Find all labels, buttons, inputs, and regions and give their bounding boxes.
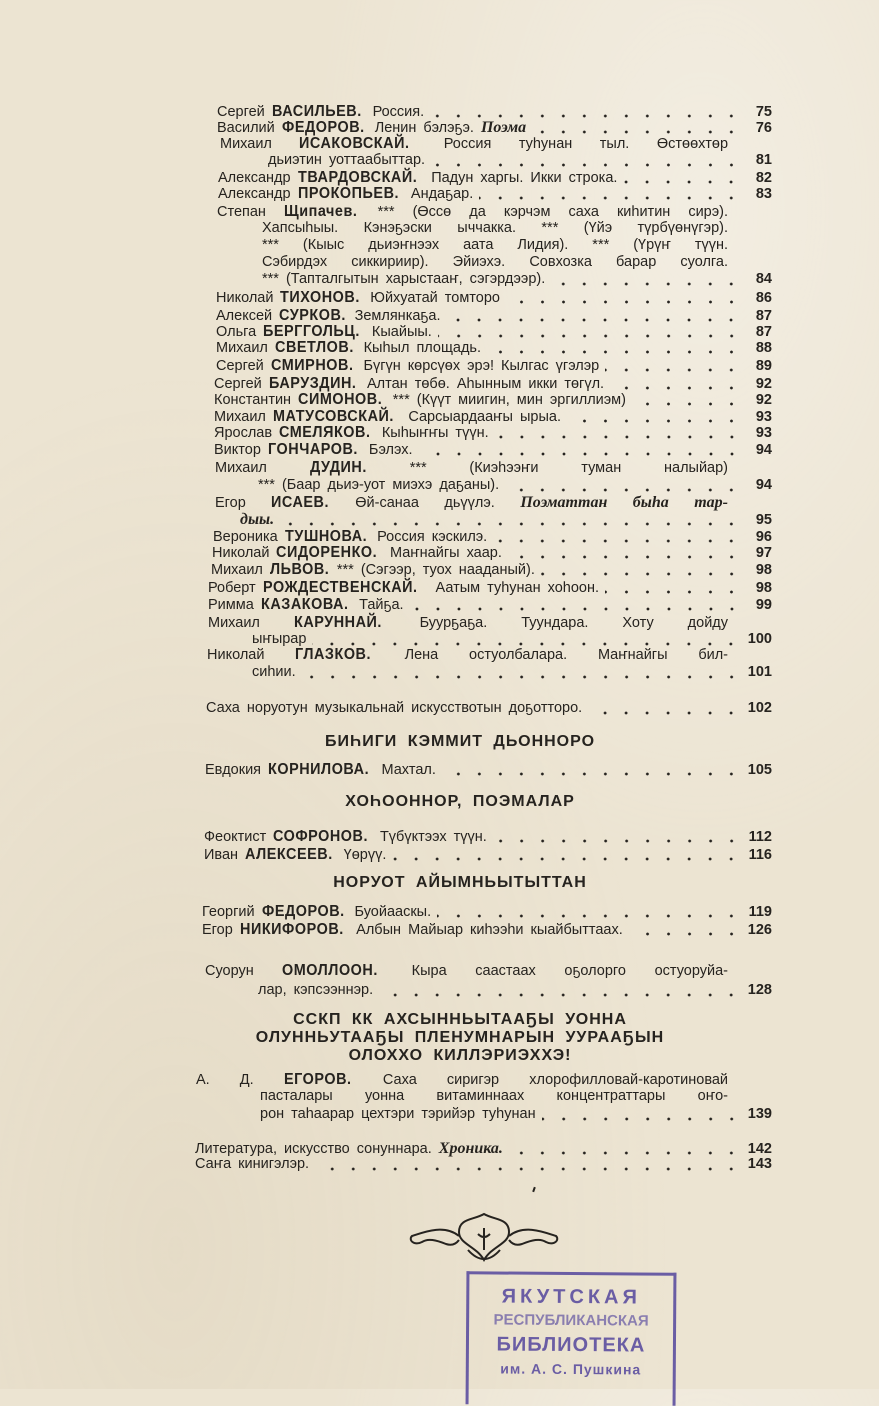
author-surname: ГОНЧАРОВ. — [267, 441, 358, 458]
work-title: Кыһыҥҥы түүн. — [381, 425, 489, 441]
author-first-name: Евдокия — [205, 762, 262, 778]
entry-text — [240, 511, 274, 529]
work-title: Саха сиригэр хлорофилловай-каротиновай — [382, 1072, 729, 1088]
author-first-name: Ярослав — [214, 425, 273, 441]
toc-entry-continuation[interactable] — [262, 254, 728, 271]
entry-text — [262, 237, 728, 254]
dot-leader — [438, 334, 742, 338]
entry-text — [204, 828, 487, 846]
work-title: Кыра саастаах оҕолорго остуоруйа- — [411, 963, 728, 979]
toc-entry[interactable] — [205, 761, 772, 779]
work-title: Литература, искусство сонуннара. — [195, 1141, 432, 1157]
author-surname: СМИРНОВ. — [270, 357, 354, 374]
toc-entry[interactable] — [208, 579, 772, 597]
toc-entry[interactable] — [216, 339, 772, 357]
entry-text — [214, 391, 626, 409]
work-title-continued: Хапсыһыы. Кэнэҕэски ыччакка. *** (Үйэ түрбүөнүгэр). — [262, 220, 728, 236]
author-first-name: Виктор — [214, 442, 261, 458]
author-surname: МАТУСОВСКАЙ. — [272, 408, 394, 425]
toc-entry[interactable] — [196, 1071, 728, 1089]
author-first-name: Константин — [214, 392, 292, 408]
work-title: Падун харгы. Икки строка. — [431, 170, 618, 186]
entry-text — [218, 185, 473, 203]
entry-text — [208, 579, 599, 597]
author-surname: ЛЬВОВ. — [269, 561, 330, 578]
dot-leader — [495, 435, 742, 439]
work-title: Лена остуолбалара. Маҥнайгы бил- — [404, 647, 729, 663]
page-number: 86 — [755, 290, 772, 306]
dot-leader — [392, 857, 742, 861]
toc-entry[interactable] — [212, 544, 772, 562]
entry-text — [195, 1156, 309, 1173]
page-number: 143 — [747, 1156, 772, 1172]
author-first-name: Сергей — [214, 376, 262, 392]
author-surname: КОРНИЛОВА. — [268, 761, 370, 778]
toc-entry[interactable] — [207, 646, 728, 664]
author-first-name: Суорун — [205, 963, 254, 979]
toc-entry-continuation[interactable] — [262, 271, 772, 288]
dot-leader — [541, 572, 742, 576]
dot-leader — [312, 642, 741, 646]
dot-leader — [431, 163, 742, 167]
section-heading: ОЛОХХО КИЛЛЭРИЭХХЭ! — [348, 1047, 572, 1064]
toc-entry[interactable] — [215, 494, 728, 512]
toc-entry[interactable] — [202, 903, 772, 921]
page-number: 84 — [755, 271, 772, 287]
author-first-name: Георгий — [202, 904, 255, 920]
work-title: Бүгүн көрсүөх эрэ! Кылгас үгэлэр — [363, 358, 600, 374]
author-first-name: Николай — [216, 290, 274, 306]
stamp-line: ЯКУТСКАЯ — [501, 1285, 641, 1309]
dot-leader — [315, 1167, 742, 1171]
dot-leader — [410, 607, 742, 611]
dot-leader — [493, 839, 742, 843]
page-number: 87 — [755, 308, 772, 324]
dot-leader — [605, 368, 742, 372]
page-number: 101 — [747, 664, 772, 680]
work-title: Ленин бэлэҕэ. — [374, 120, 474, 136]
page-number: 89 — [755, 358, 772, 374]
author-surname: ПРОКОПЬЕВ. — [297, 185, 399, 202]
page-number: 93 — [755, 409, 772, 425]
dot-leader — [437, 914, 742, 918]
author-surname: ГЛАЗКОВ. — [295, 646, 372, 663]
section-heading: ХОҺООННОР, ПОЭМАЛАР — [345, 793, 575, 810]
work-title: Саха норуотун музыкальнай искусствотын доҕотторо. — [206, 700, 583, 716]
toc-entry-continuation[interactable] — [258, 477, 772, 494]
author-first-name: Михаил — [216, 340, 268, 356]
page-number: 102 — [747, 700, 772, 716]
author-surname: ДУДИН. — [309, 459, 367, 476]
page-number: 98 — [755, 562, 772, 578]
entry-text — [262, 254, 728, 271]
page-number: 92 — [755, 392, 772, 408]
author-surname: СИДОРЕНКО. — [276, 544, 378, 561]
page-number: 97 — [755, 545, 772, 561]
author-first-name: Римма — [208, 597, 254, 613]
author-surname: НИКИФОРОВ. — [239, 921, 344, 938]
work-title: Андаҕар. — [410, 186, 474, 202]
work-title-continued: *** (Баар дьиэ-уот миэхэ даҕаны). — [258, 477, 500, 493]
entry-text — [216, 339, 481, 357]
entry-text — [211, 561, 535, 579]
work-title: Буурҕаҕа. Туундара. Хоту дойду — [419, 615, 729, 631]
section-heading: ОЛУННЬУТААҔЫ ПЛЕНУМНАРЫН УУРААҔЫН — [255, 1029, 665, 1046]
dot-leader — [567, 419, 742, 423]
author-first-name: Николай — [207, 647, 265, 663]
dot-leader — [542, 1117, 742, 1121]
author-first-name: Михаил — [208, 615, 260, 631]
author-surname: БАРУЗДИН. — [268, 375, 357, 392]
page-number: 139 — [747, 1106, 772, 1122]
work-title: Буойааскы. — [354, 904, 432, 920]
toc-entry-continuation[interactable] — [260, 1106, 772, 1123]
page-number: 76 — [755, 120, 772, 136]
dot-leader — [506, 300, 742, 304]
dot-leader — [379, 993, 742, 997]
work-title: Маҥнайгы хаар. — [389, 545, 502, 561]
entry-text — [258, 477, 499, 494]
toc-entry[interactable] — [214, 424, 772, 442]
work-title-continued: *** (Кыыс дьиэҥнээх аата Лидия). *** (Үрүҥ түүн. — [262, 237, 728, 253]
dot-leader — [430, 114, 742, 118]
page-number: 99 — [755, 597, 772, 613]
toc-entry[interactable] — [216, 357, 772, 375]
author-first-name: Александр — [218, 186, 291, 202]
work-title: Землянкаҕа. — [354, 308, 441, 324]
work-title: Кыһыл площадь. — [363, 340, 482, 356]
page-number: 96 — [755, 529, 772, 545]
author-surname: ОМОЛЛООН. — [282, 962, 379, 979]
toc-entry[interactable] — [208, 596, 772, 614]
author-surname: БЕРГГОЛЬЦ. — [263, 323, 361, 340]
entry-text — [216, 289, 500, 307]
page-number: 92 — [755, 376, 772, 392]
work-title: Саҥа кинигэлэр. — [195, 1156, 310, 1172]
work-title: Махтал. — [381, 762, 436, 778]
entry-text — [262, 220, 728, 237]
toc-entry[interactable] — [204, 828, 772, 846]
ink-mark — [532, 1187, 536, 1192]
toc-entry-continuation[interactable] — [258, 982, 772, 999]
dot-leader — [493, 539, 742, 543]
author-first-name: Вероника — [213, 529, 278, 545]
dot-leader — [629, 932, 742, 936]
work-title: Түбүктээх түүн. — [379, 829, 487, 845]
library-stamp — [466, 1271, 677, 1405]
toc-entry-continuation[interactable] — [262, 237, 728, 254]
toc-entry[interactable] — [214, 441, 772, 459]
entry-text — [206, 700, 582, 717]
author-surname: СОФРОНОВ. — [273, 828, 369, 845]
author-first-name: Ольга — [216, 324, 257, 340]
page-number: 81 — [755, 152, 772, 168]
page-number: 83 — [755, 186, 772, 202]
dot-leader — [446, 318, 742, 322]
author-surname: ИСАКОВСКАЙ. — [299, 135, 410, 152]
decorative-ornament-icon — [404, 1210, 564, 1270]
page-number: 98 — [755, 580, 772, 596]
author-first-name: Михаил — [215, 460, 267, 476]
page-number: 112 — [748, 829, 772, 845]
toc-entry[interactable] — [205, 962, 728, 980]
author-surname: СМЕЛЯКОВ. — [279, 424, 371, 441]
entry-text — [202, 903, 431, 921]
entry-text — [268, 152, 425, 169]
author-first-name: Михаил — [214, 409, 266, 425]
author-surname: ФЕДОРОВ. — [261, 903, 345, 920]
author-first-name: Иван — [204, 847, 239, 863]
dot-leader — [551, 282, 742, 286]
page-number: 128 — [747, 982, 772, 998]
dot-leader — [532, 130, 742, 134]
toc-entry[interactable] — [218, 185, 772, 203]
page-number: 116 — [748, 847, 772, 863]
dot-leader — [280, 522, 742, 526]
entry-text — [207, 646, 728, 664]
toc-entry[interactable] — [217, 203, 728, 221]
work-title-continued: Сэбирдэх сиккириир). Эйиэхэ. Совхозка барар суолга. — [262, 254, 728, 270]
page-number: 119 — [748, 904, 772, 920]
toc-entry[interactable] — [204, 846, 772, 864]
author-surname: ТУШНОВА. — [284, 528, 367, 545]
work-title-continued: пасталары уонна витаминнаах концентраттары оҥо- — [260, 1088, 728, 1104]
toc-entry[interactable] — [195, 1156, 772, 1173]
stamp-line: БИБЛИОТЕКА — [496, 1333, 646, 1357]
stamp-line: РЕСПУБЛИКАНСКАЯ — [493, 1311, 649, 1330]
work-title-continued: рон таһаарар цехтэри тэрийэр туһунан — [260, 1106, 536, 1122]
toc-entry-continuation[interactable] — [252, 664, 772, 681]
dot-leader — [509, 1151, 742, 1155]
work-title: Россия туһунан тыл. Өстөөхтөр — [443, 136, 729, 152]
dot-leader — [508, 555, 742, 559]
entry-text — [260, 1106, 536, 1123]
toc-entry[interactable] — [211, 561, 772, 579]
author-surname: ФЕДОРОВ. — [281, 119, 365, 136]
page-number: 88 — [755, 340, 772, 356]
work-title-continued: лар, кэпсээннэр. — [258, 982, 374, 998]
dot-leader — [505, 488, 742, 492]
entry-text — [258, 982, 373, 999]
author-surname: ВАСИЛЬЕВ. — [271, 103, 362, 120]
toc-entry[interactable] — [202, 921, 772, 939]
author-first-name: Николай — [212, 545, 270, 561]
entry-text — [262, 271, 545, 288]
work-title-continued: сиһии. — [252, 664, 296, 680]
author-surname: ТВАРДОВСКАЙ. — [297, 169, 417, 186]
author-first-name: Егор — [215, 495, 246, 511]
entry-text — [215, 494, 728, 512]
work-title: Россия. — [372, 104, 425, 120]
work-title: Тайҕа. — [359, 597, 404, 613]
dot-leader — [442, 772, 742, 776]
stamp-line: им. А. С. Пушкина — [500, 1360, 642, 1378]
work-title: Бэлэх. — [368, 442, 413, 458]
toc-entry[interactable] — [216, 289, 772, 307]
entry-text — [205, 761, 436, 779]
entry-text — [215, 459, 728, 477]
page-number: 82 — [755, 170, 772, 186]
toc-entry[interactable] — [220, 135, 728, 153]
author-first-name: Феоктист — [204, 829, 267, 845]
entry-text — [202, 921, 623, 939]
entry-text — [208, 614, 728, 632]
entry-text — [214, 441, 413, 459]
author-surname: ИСАЕВ. — [271, 494, 330, 511]
page-number: 93 — [755, 425, 772, 441]
work-title: *** (Күүт миигин, мин эргиллиэм) — [392, 392, 626, 408]
work-subtitle: Хроника. — [438, 1140, 503, 1157]
work-title: Россия кэскилэ. — [377, 529, 488, 545]
author-first-name: Михаил — [211, 562, 263, 578]
work-title-continued: дыы. — [240, 511, 275, 528]
author-first-name: А. Д. — [196, 1072, 254, 1088]
entry-text — [208, 596, 404, 614]
dot-leader — [588, 711, 742, 715]
page-number: 94 — [755, 477, 772, 493]
entry-text — [217, 203, 728, 221]
work-title-continued: *** (Тапталгытын харыстааҥ, сэгэрдээр). — [262, 271, 546, 287]
author-first-name: Егор — [202, 922, 233, 938]
dot-leader — [487, 350, 742, 354]
entry-text — [214, 424, 489, 442]
dot-leader — [479, 196, 742, 200]
work-title-continued: дьиэтин уоттаабыттар. — [268, 152, 426, 168]
entry-text — [216, 357, 599, 375]
author-first-name: Александр — [218, 170, 291, 186]
author-first-name: Алексей — [216, 308, 273, 324]
author-first-name: Сергей — [216, 358, 264, 374]
section-heading: ССКП КК АХСЫННЬЫТААҔЫ УОННА — [293, 1011, 627, 1028]
page-number: 87 — [755, 324, 772, 340]
work-title: *** (Өссө да кэрчэм саха киһитин сирэ). — [377, 204, 729, 220]
work-title: Аатым туһунан хоһоон. — [435, 580, 600, 596]
author-first-name: Василий — [217, 120, 275, 136]
toc-entry[interactable] — [206, 700, 772, 717]
work-title: Өй-санаа дьүүлэ. — [355, 495, 495, 511]
dot-leader — [605, 590, 742, 594]
section-heading: НОРУОТ АЙЫМНЬЫТЫТТАН — [333, 874, 587, 891]
author-surname: АЛЕКСЕЕВ. — [245, 846, 333, 863]
author-first-name: Михаил — [220, 136, 272, 152]
toc-entry[interactable] — [215, 459, 728, 477]
page-number: 142 — [747, 1141, 772, 1157]
dot-leader — [610, 386, 742, 390]
work-title: Кыайыы. — [371, 324, 432, 340]
toc-entry-continuation[interactable] — [262, 220, 728, 237]
work-title: Сарсыардааҥы ырыа. — [408, 409, 562, 425]
author-surname: КАЗАКОВА. — [260, 596, 349, 613]
toc-entry[interactable] — [214, 391, 772, 409]
author-surname: СУРКОВ. — [279, 307, 347, 324]
author-surname: РОЖДЕСТВЕНСКАЙ. — [262, 579, 418, 596]
work-title: Юйхуатай томторо — [370, 290, 500, 306]
page-number: 75 — [755, 104, 772, 120]
entry-text — [260, 1088, 728, 1105]
entry-text — [252, 664, 296, 681]
page-number: 105 — [747, 762, 772, 778]
entry-text — [212, 544, 502, 562]
author-surname: Щипачев. — [283, 203, 358, 220]
dot-leader — [632, 402, 742, 406]
entry-text — [204, 846, 386, 864]
toc-entry-continuation[interactable] — [260, 1088, 728, 1105]
toc-entry-continuation[interactable] — [240, 511, 772, 529]
dot-leader — [302, 675, 742, 679]
entry-text — [220, 135, 728, 153]
page-number: 95 — [755, 512, 772, 528]
author-surname: КАРУННАЙ. — [293, 614, 382, 631]
dot-leader — [623, 180, 742, 184]
author-first-name: Роберт — [208, 580, 256, 596]
page-number: 126 — [747, 922, 772, 938]
entry-text — [196, 1071, 728, 1089]
author-surname: ЕГОРОВ. — [283, 1071, 352, 1088]
toc-entry-continuation[interactable] — [268, 152, 772, 169]
author-first-name: Сергей — [217, 104, 265, 120]
work-subtitle: Поэматтан быһа тар- — [520, 494, 729, 511]
page-number: 100 — [747, 631, 772, 647]
work-title: *** (Киэһээҥи туман налыйар) — [409, 460, 729, 476]
author-surname: СВЕТЛОВ. — [274, 339, 354, 356]
author-first-name: Степан — [217, 204, 266, 220]
author-surname: ТИХОНОВ. — [280, 289, 361, 306]
dot-leader — [419, 452, 743, 456]
work-subtitle: Поэма — [480, 119, 527, 136]
page-number: 94 — [755, 442, 772, 458]
section-heading: БИҺИГИ КЭММИТ ДЬОННОРО — [324, 733, 596, 750]
work-title: Алтан төбө. Аһынным икки төгүл. — [366, 376, 605, 392]
author-surname: СИМОНОВ. — [298, 391, 383, 408]
work-title: Албын Майыар киһээһи кыайбыттаах. — [356, 922, 623, 938]
entry-text — [205, 962, 728, 980]
work-title-continued: ыҥырар — [252, 631, 307, 647]
work-title: *** (Сэгээр, туох нааданый). — [336, 562, 535, 578]
work-title: Үөрүү. — [343, 847, 387, 863]
toc-entry[interactable] — [208, 614, 728, 632]
